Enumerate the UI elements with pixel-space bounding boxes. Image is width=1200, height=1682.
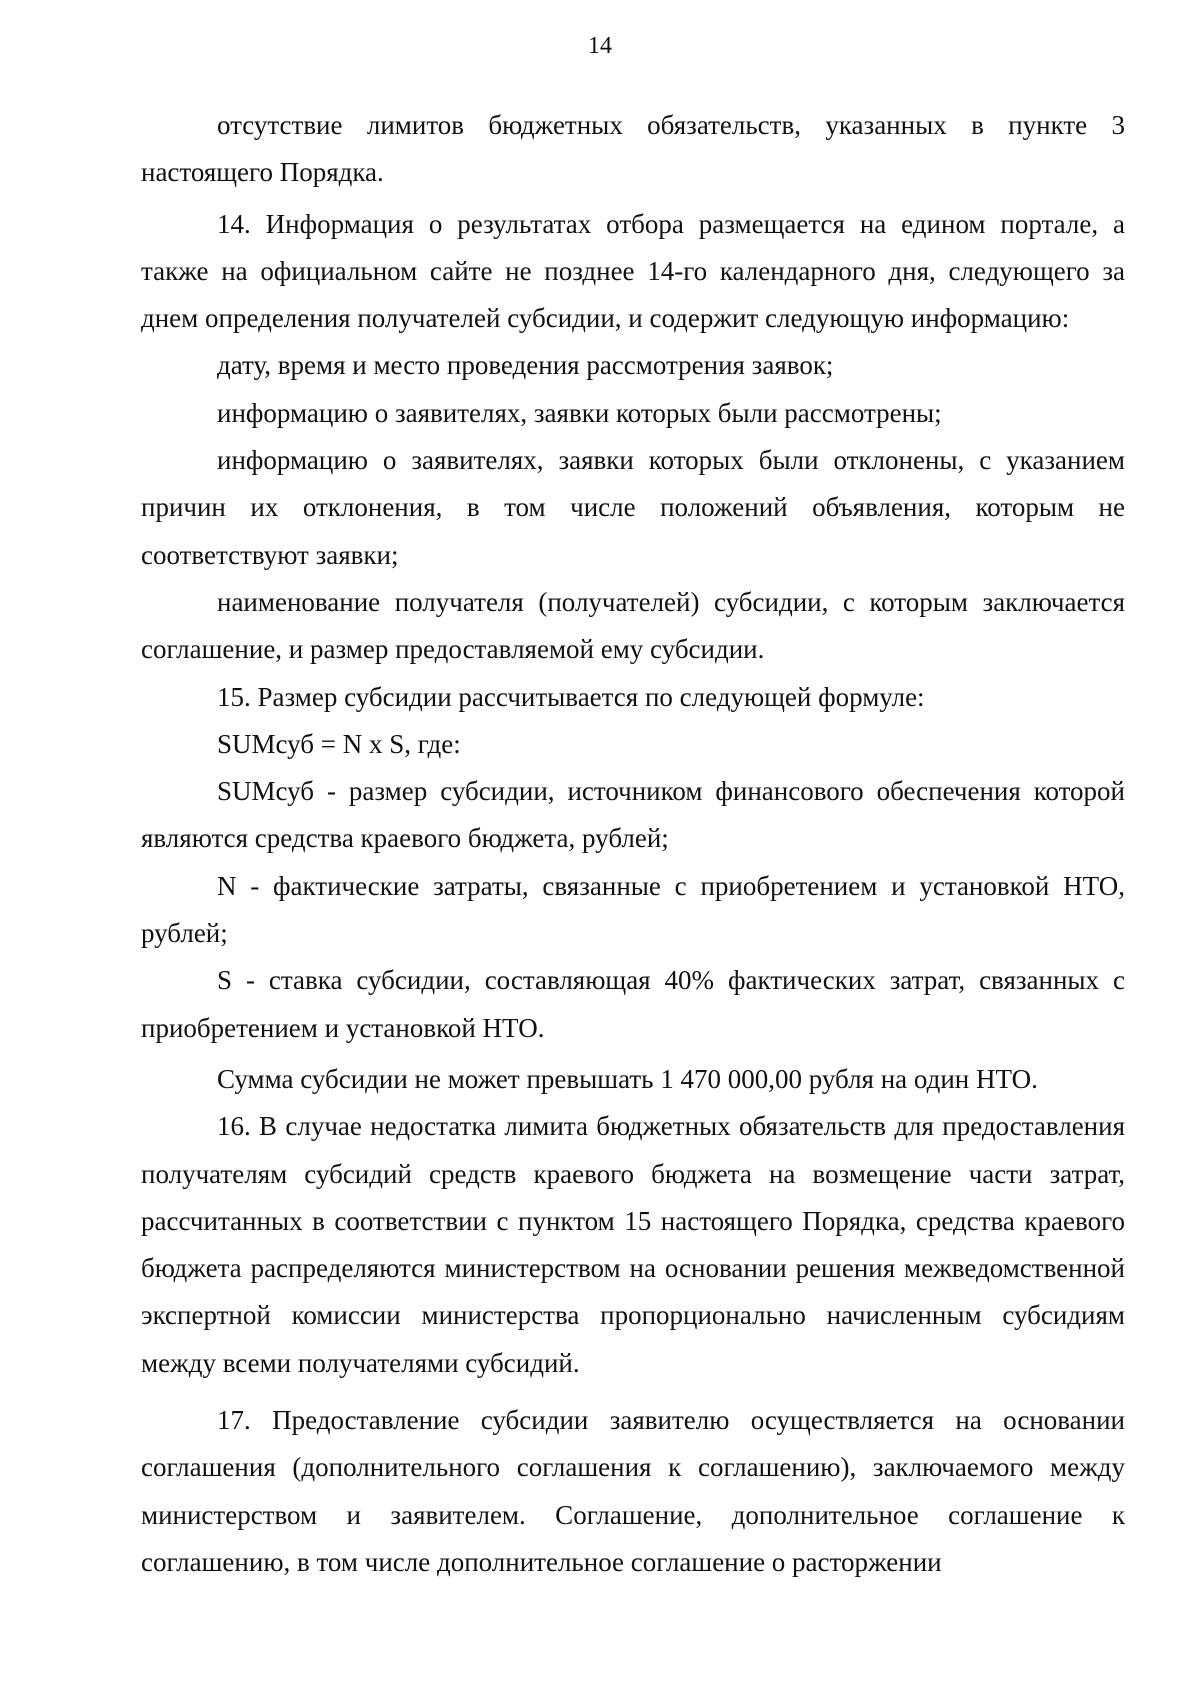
paragraph-17-agreement: 17. Предоставление субсидии заявителю осуществляется на основании соглашения (дополнительного соглашения к соглашению), заключаемого между министерством и заявителем. Соглашение, дополнительное соглашение к соглашению, в том числе дополнительное соглашение о расторжении: [141, 1405, 1125, 1577]
formula-term-n: N - фактические затраты, связанные с приобретением и установкой НТО, рублей;: [141, 870, 1125, 949]
formula-term-sum: SUMсуб - размер субсидии, источником финансового обеспечения которой являются средства краевого бюджета, рублей;: [141, 776, 1125, 854]
paragraph-14-selection-results: 14. Информация о результатах отбора размещается на едином портале, а также на официальном сайте не позднее 14-го календарного дня, следующего за днем определения получателей субсидии, и содержит следующую информацию:: [141, 208, 1125, 334]
paragraph-16-insufficient-limit: 16. В случае недостатка лимита бюджетных обязательств для предоставления получателям субсидий средств краевого бюджета на возмещение части затрат, рассчитанных в соответствии с пунктом 15 настоящего Порядка, средства краевого бюджета распределяются министерством на основании решения межведомственной экспертной комиссии министерства пропорционально начисленным субсидиям между всеми получателями субсидий.: [141, 1111, 1125, 1378]
paragraph-subsidy-limit: Сумма субсидии не может превышать 1 470 000,00 рубля на один НТО.: [217, 1063, 1038, 1094]
list-item-reviewed-applicants: информацию о заявителях, заявки которых были рассмотрены;: [217, 397, 942, 428]
paragraph-15-subsidy-formula: 15. Размер субсидии рассчитывается по следующей формуле:: [217, 681, 925, 712]
list-item-rejected-applicants: информацию о заявителях, заявки которых были отклонены, с указанием причин их отклонения, в том числе положений объявления, которым не соответствуют заявки;: [141, 445, 1125, 570]
formula-term-s: S - ставка субсидии, составляющая 40% фактических затрат, связанных с приобретением и установкой НТО.: [141, 965, 1125, 1043]
paragraph-limits-absence: отсутствие лимитов бюджетных обязательств, указанных в пункте 3 настоящего Порядка.: [141, 110, 1125, 188]
document-body: [141, 102, 1125, 1586]
list-item-recipient-name: наименование получателя (получателей) субсидии, с которым заключается соглашение, и размер предоставляемой ему субсидии.: [141, 586, 1125, 665]
formula-line: SUMсуб = N x S, где:: [217, 728, 461, 759]
list-item-date-time-place: дату, время и место проведения рассмотрения заявок;: [217, 350, 834, 381]
page-number: 14: [588, 33, 612, 59]
